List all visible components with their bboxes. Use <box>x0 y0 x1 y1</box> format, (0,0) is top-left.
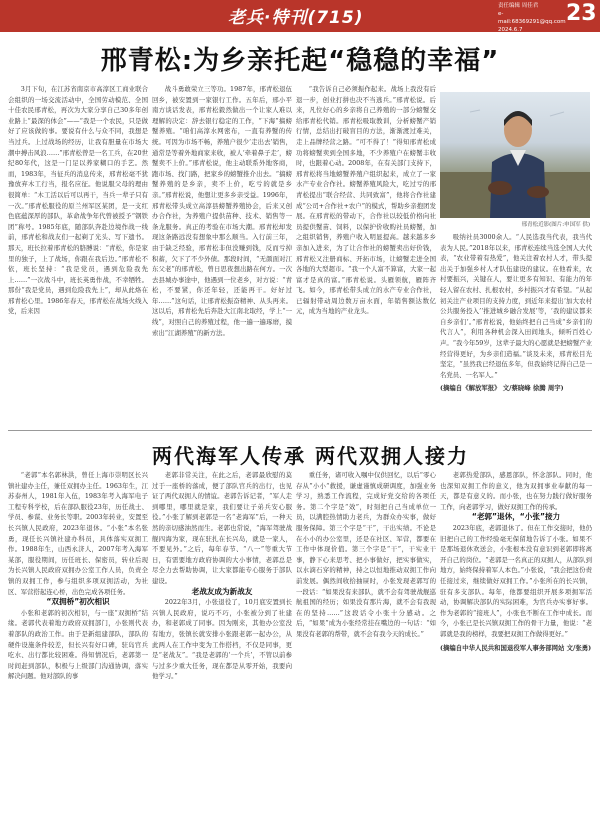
article1-byline: (摘编自《解放军报》 文/蔡晓峰 徐腾 周宇) <box>440 384 564 393</box>
article1-column-3 <box>296 84 436 424</box>
article1-column-2 <box>152 84 292 424</box>
article2-col2-after: 2022年3月，小张退役了，10月底安置到长兴镇人民政府，说巧不巧，小张被分到了社建办，和老郭成了同事。因为刚来，其他办公室没有地方，张镇长就安排小张跟老郭一起办公，从此两人在工作中变为工作搭档，不仅是同事，更是“老战友”。“我是老郭的‘一个兵’，不管以前参与过多少重大任务，现在都是从零开始，我要向他学习。” <box>152 598 292 681</box>
date-label: 2024.6.7 <box>498 27 523 33</box>
page-number: 23 <box>566 1 597 26</box>
article2-col1-after: 小张和老郭的初次相识，与一座“双拥桥”结缘。老郭代表着地方政府双拥部门，小张则代表着部队的政治工作。由于是新组建部队，部队的硬件设施条件较差，但长兴有好口碑，驻岛官兵吃水、出行都比较困难。得知情况后，老郭第一时间赶到部队，积极与上级部门沟通协调，落实解决问题。他对部队的事 <box>8 608 148 681</box>
section-divider <box>8 430 592 431</box>
article2-column-3 <box>296 470 436 824</box>
article2-column-2 <box>152 470 292 824</box>
article2-col3-text: 重任务，诸可收入嘱中仅供回忆，以后“零心存从”小小“救援，谦虚谨慎成研调度，加强业务学习，熟悉工作流程，完成好党交给的各项任务。第二个字是“效”，时刻把自己当成单位一员，以满腔热情助力老兵，为群众办实事，做好服务保障。第三个字是“干”，干出实绩。不论是在小小的办公室里，还是在社区、军营，都要在工作中体现价值。第三个字是“干”，干实业干事，静下心来思考、把小事做好，把实事做实，以水滴石穿的精神，持之以恒地推动双拥工作向前发展。偶然间收拾抽屉时，小张发现老郭写的一段话：“如果没有来部队，就不会有驾驶战舰巡航祖国的经历；如果没有那片海，就不会有我现在的坚持……”这段话令小张十分感动。之后，“如果”成为小张经常挂在嘴边的一句话：“如果没有老郭的帮带，就不会有我今天的成长。” <box>296 471 436 638</box>
article2-byline: (摘编自中华人民共和国退役军人事务部网站 文/张勇) <box>440 643 592 652</box>
article2-col1-subhead: “双拥桥”初次相识 <box>46 597 110 607</box>
header-meta <box>498 2 566 34</box>
editor-label: 责任编辑 周佳君 <box>498 3 539 9</box>
article2-column-4 <box>440 470 592 824</box>
article2-col4-after: 2023年底，老郭退休了。但在工作交接时，他仍旧把自己的工作经验毫无保留地告诉了小张。如果不是那场退休欢送会，小张根本没有意识到老郭即将离开自己的岗位。“老郭是一名真正的双拥人，从部队到地方，始终保持着军人本色。”小张说，“我会把这份责任接过来，继续做好双拥工作。”小张所在的长兴镇，驻有多支部队。每年，他都要组织开展多项拥军活动，协调解决部队的实际困难，为官兵办实事好事。作为老郭的“接班人”，小张也不断在工作中成长。而今，小张已是长兴镇双拥工作的骨干力量，他说：“老郭就是我的榜样，我要把双拥工作做得更好。” <box>440 523 592 638</box>
portrait-photo <box>440 92 590 218</box>
article1-column-1 <box>8 84 148 424</box>
article2-column-1 <box>8 470 148 824</box>
article1-col4-text: 吸纳社员3000余人。“人民选我当代表，我当代表为人民。”2018年以来，邢青松连续当选全国人大代表，“农业带着有热爱”，他关注着农村人才，带头提出关于加强乡村人才队伍建设的建议。在他看来，农村要振兴，关键在人，要让更多有知识、有能力的年轻人留在农村、扎根农村，乡村振兴才有希望。“从起初关注产业项目的支持力度，到近年来提出‘加大农村公共服务投入’‘推进城乡融合发展’等，‘我的建议都来自乡亲们’。”邢青松说，他始终把自己当成“乡亲们的代言人”，利用各种机会深入田间地头，倾听百姓心声。“我今年59岁，这辈子最大的心愿就是把螃蟹产业经营得更好，为乡亲们造福。”谈及未来，邢青松目光坚定，“虽然我已经退伍多年，但我始终记得自己是一名党员、一名军人。” <box>440 233 592 379</box>
article1-col3-text: “我告诉自己必须振作起来。战场上我没有后退一步，创业打拼也决不当逃兵。”邢青松说。后来，凡位好心的乡亲将自己养殖的一部分螃蟹交给邢青松代销。邢青松吸取教训，分析螃蟹产销行情，总结出打破盲目的方法，渐渐渡过难关，走上品牌经营之路。“可不得了！”得知邢青松成功将螃蟹卖到全国多地，不少养殖户在螃蟹丰收时，也跟着心动。2008年，在有关部门支持下，邢青松将当地螃蟹养殖户组织起来，成立了一家水产专业合作社。螃蟹养殖风险大，吃过亏的邢青松提出“联合经营、共同致富”，他将合作社建成“公司+合作社+农户”的模式，帮助乡亲抱团发展。在邢青松的带动下，合作社以较低价格向社员提供蟹苗、饲料，以保护价收购社员螃蟹，加之组织销售，养殖户收入明显提高。越来越多乡亲加入进来，为了让合作社的螃蟹卖出好价钱，邢青松又注册商标、开拓市场，让螃蟹走进全国各地的大型超市。“我一个人富不算富，大家一起富才是真的富。”邢青松说。头雁领航，雁阵齐飞。如今，邢青松带头成立的水产专业合作社，已辐射带动周边数万亩水面，年销售额达数亿元，成为当地的产业龙头。 <box>296 85 436 316</box>
article1-headline: 邢青松:为乡亲托起“稳稳的幸福” <box>100 46 500 76</box>
article1-col1-text: 3月下旬，在江苏省南京市高淳区工商业联合会组织的一场交流活动中，全国劳动模范、全国十佳农民邢青松，再次为大家分享自己30多年创业路上“最深的体会”——“我是一个农民，只是做好了应该做的事。要说有什么与众不同，我想是当过兵。上过战场的经历，让我有胆量在市场大潮中搏击风浪……”邢青松曾是一名工兵，在20世纪80年代，这是一门足以养家糊口的手艺。然而，1983年，当征兵的消息传来，邢青松毫不犹豫放弃木工行当，报名应征。他说服父母的理由很简单：“木工活以后可以再干，当兵一辈子只有一次。”邢青松服役的原兰州军区某团，是一支红色底蕴深厚的部队，革命战争年代曾被授予“钢铁团”称号。1985年底，随部队奔赴边境作战一线前，邢青松和战友们一起剃了光头、写下遗书。那天，班长拉着邢青松的胳膊说：“青松，你是家里的独子，上了战场，你跟在我后边。”邢青松不依，班长坚持：“我是党员，遇到危险我先上……”一次战斗中，班长英勇作战，不幸牺牲。那份“我是党员，遇到危险我先上”，却从此烙在邢青松心里。1986年春天，邢青松在战场火线入党，后来因 <box>8 85 148 316</box>
article2-headline: 两代海军人传承 两代双拥人接力 <box>152 444 469 468</box>
email-label: e-mail:68369291@qq.com <box>498 11 566 25</box>
article2-col1-text: “老郭”本名郭林洪，曾任上海市崇明区长兴镇社建办主任，兼任双拥办主任。1963年生，江苏泰州人，1981年入伍，1983年考入海军电子工程专科学校，后在部队服役23年，历任战士、学员、参谋、业务长等职。2003年转业，安置至长兴镇人民政府，2023年退休。“小张”本名张勇，现任长兴镇社建办科员，具体落实双拥工作。1988年生，山西永济人，2007年考入海军某部，服役期间，历任班长、保密员，转业后现为长兴镇人民政府双拥办公室工作人员，负责全镇的双拥工作，参与组织多项双拥活动，为社区、军营搭起连心桥，出色完成各项任务。 <box>8 471 148 596</box>
article1-col2-text: 战斗勇敢荣立三等功。1987年，邢青松退伍回乡，被安置到一家银行工作。五年后，邢小平南方谈话发表，邢青松毅然做出一个让家人难以理解的决定：辞去银行稳定的工作，“下海”搞螃蟹养殖。“咱们高淳水网密布，一直有养蟹的传统。可因为市场不畅，养殖户很少‘走出去’销售，通常是等着外地商家来收，被人‘牵着鼻子走’，螃蟹卖不上价。”邢青松说，他主动联系外地客商，跑市场、找门路，把家乡的螃蟹推介出去。“搞螃蟹养殖的是乡亲，卖不上价，吃亏的就是乡亲。”邢青松说，他想让更多乡亲受益。1996年，邢青松带头成立高淳县螃蟹养殖协会，后来又创办合作社，为养殖户提供苗种、技术、销售等一条龙服务。真正的考验在市场大潮。邢青松却发现这条路远没有想象中那么顺当。入行前三年，由于缺乏经验，邢青松非但没赚到钱，反而亏掉积蓄，欠下了不少外债。那段时间，“无颜面对江东父老”的邢青松，曾日思夜想出路在何方。一次去县城办事途中，他遇到一位老乡，对方说：“青松，不要紧，你还年轻，还能再干。好好过年……”这句话，让邢青松振奋精神、从头再来。这以后，邢青松先后奔赴大江南北取经，学上“一线”，对照自己的养殖过程，他一遍一遍琢磨，摸索出“江湖养殖”的新方法。 <box>152 85 292 337</box>
article2-col4-subhead: “老郭”退休，“小张”接力 <box>471 512 561 522</box>
portrait-illustration <box>440 92 590 218</box>
photo-caption: 邢青松近影(图片:申国军 供) <box>521 222 590 228</box>
article2-col4-text: 老郭热爱部队，感恩部队，怀念部队。同时，他也深知双拥工作的意义，他为双拥事业奉献的每一天，都是有意义的。而小张，也在努力践行做好服务工作，向老郭学习，做好双拥工作的传承。 <box>440 471 592 511</box>
article1-column-4 <box>440 232 592 424</box>
article2-col2-subhead: 老战友成为新战友 <box>191 586 253 596</box>
section-title: 老兵·特刊(715) <box>228 8 364 28</box>
article2-col2-text: 老郭非常关注，在此之后，老郭最欣慰的莫过于一座桥的落成，便了部队官兵的出行，也见证了两代双拥人的情谊。老郭告诉记者，“军人走到哪里，哪里就是家，我们要让子弟兵安心服役。”小张了解到老郭是一名“老海军”后，一种天然的亲切感油然而生。老郭也常说，“海军驾驶战舰四海为家，现在驻扎在长兴岛，就是一家人，不要见外。”之后，每年春节、“八一”等重大节日，有需要地方政府协调的大小事情，老郭总是尽全力去帮助协调，让大家都能专心服务于部队建设。 <box>152 471 292 585</box>
